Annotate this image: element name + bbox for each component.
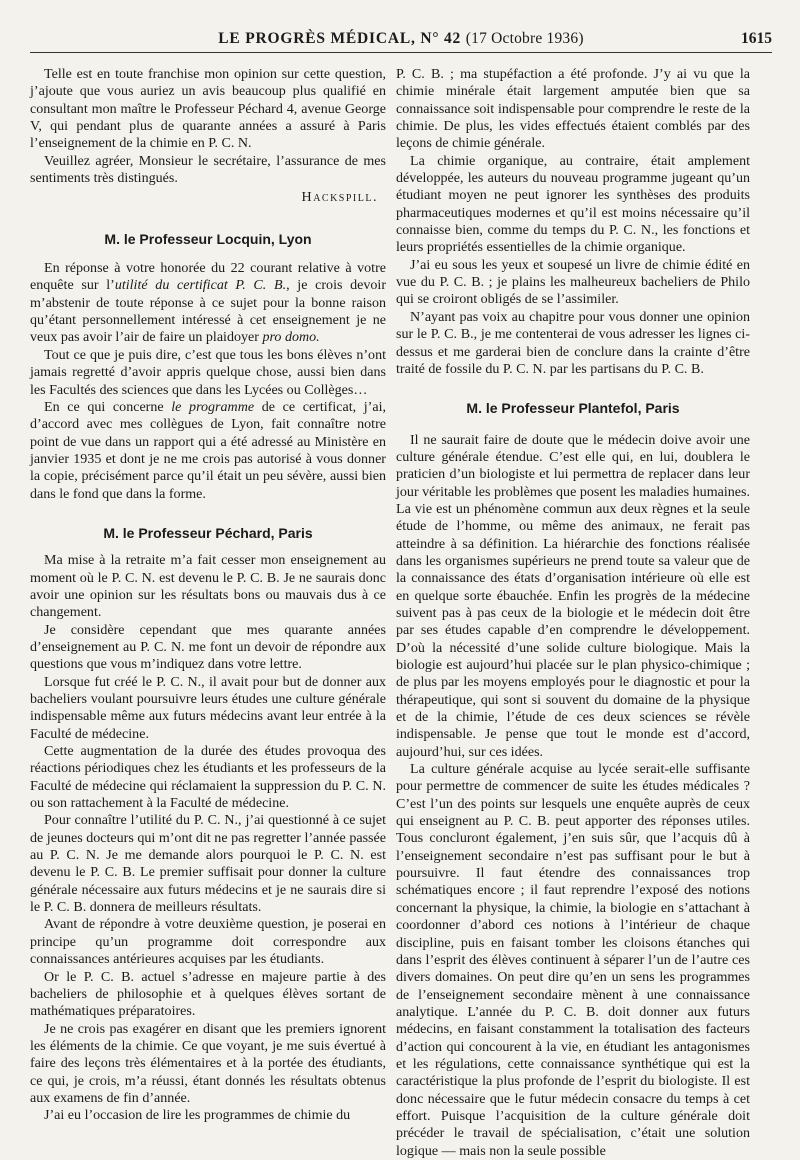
header-rule [30, 52, 772, 53]
paragraph: Telle est en toute franchise mon opinion sur cette question, j’ajoute que vous auriez un avis beaucoup plus qualifié en consultant mon maître le Professeur Péchard 4, avenue George V, qui pendant plus de quarante années a assuré à Paris l’enseignement de la chimie en P. C. N. [30, 66, 386, 152]
issue-date: (17 Octobre 1936) [465, 30, 584, 47]
journal-title: LE PROGRÈS MÉDICAL, N° 42 [218, 30, 462, 47]
paragraph: J’ai eu sous les yeux et soupesé un livre de chimie édité en vue du P. C. B. ; je plains les malheureux bacheliers de Philo qui se croiront obligés de se l’assimiler. [396, 256, 750, 308]
page-header [30, 30, 772, 56]
paragraph: Pour connaître l’utilité du P. C. N., j’ai questionné à ce sujet de jeunes docteurs qui m’ont dit ne pas regretter l’année passée au P. C. N. Je me demande alors pourquoi le P. C. N. est devenu le P. C. B. Le premier suffisait pour donner la culture générale nécessaire aux futurs médecins et je ne saurais dire si le P. C. B. donnera de meilleurs résultats. [30, 812, 386, 916]
paragraph: P. C. B. ; ma stupéfaction a été profonde. J’y ai vu que la chimie minérale était largement amputée bien que sa connaissance soit indispensable pour comprendre le reste de la chimie. De plus, les vides effectués étaient comblés par des leçons de chimie générale. [396, 66, 750, 152]
paragraph: La chimie organique, au contraire, était amplement développée, les auteurs du nouveau programme jugeant qu’un étudiant moyen ne peut ignorer les synthèses des produits pharmaceutiques modernes et qu’il est moins nécessaire qu’il connaisse bien, comme du temps du P. C. N., les fonctions et leurs propriétés essentielles de la chimie organique. [396, 152, 750, 256]
right-column [396, 66, 750, 1160]
paragraph: Lorsque fut créé le P. C. N., il avait pour but de donner aux bacheliers voulant poursuivre leurs études une culture générale indispensable même aux futurs médecins avant leur entrée à la Faculté de médecine. [30, 673, 386, 742]
section-heading-locquin: M. le Professeur Locquin, Lyon [104, 230, 312, 247]
paragraph: Je ne crois pas exagérer en disant que les premiers ignorent les éléments de la chimie. Ce que voyant, je me suis évertué à faire des leçons très élémentaires et à la portée des étudiants, ce qui, je crois, m’a réussi, étant donnés les résultats obtenus aux examens de fin d’année. [30, 1020, 386, 1106]
paragraph: Avant de répondre à votre deuxième question, je poserai en principe qu’un programme doit correspondre aux connaissances antérieures acquises par les étudiants. [30, 916, 386, 968]
paragraph: Veuillez agréer, Monsieur le secrétaire, l’assurance de mes sentiments très distingués. [30, 152, 386, 187]
paragraph: N’ayant pas voix au chapitre pour vous donner une opinion sur le P. C. B., je me contenterai de vous adresser les lignes ci-dessus et me garderai bien de conclure dans la crainte d’être traité de fossile du P. C. N. par les partisans du P. C. B. [396, 308, 750, 377]
paragraph: Tout ce que je puis dire, c’est que tous les bons élèves n’ont jamais regretté d’avoir appris quelque chose, aussi bien dans les Facultés des sciences que dans les Lycées ou Collèges… [30, 346, 386, 398]
paragraph: Or le P. C. B. actuel s’adresse en majeure partie à des bacheliers de philosophie et à quelques élèves sortant de mathématiques préparatoires. [30, 968, 386, 1020]
section-heading-plantefol: M. le Professeur Plantefol, Paris [466, 400, 680, 417]
paragraph: J’ai eu l’occasion de lire les programmes de chimie du [44, 1107, 351, 1124]
paragraph: Je considère cependant que mes quarante années d’enseignement au P. C. N. me font un devoir de répondre aux questions que vous m’indiquez dans votre lettre. [30, 621, 386, 673]
paragraph: Ma mise à la retraite m’a fait cesser mon enseignement au moment où le P. C. N. est devenu le P. C. B. Je ne saurais donc avoir une opinion sur les résultats bons ou mauvais dus à ce changement. [30, 552, 386, 621]
page-number: 1615 [741, 30, 772, 47]
paragraph: En réponse à votre honorée du 22 courant relative à votre enquête sur l’utilité du certificat P. C. B., je crois devoir m’abstenir de toute réponse à ce sujet pour la bonne raison qu’étant personnellement intéressé à cet enseignement je ne veux pas avoir l’air de faire un plaidoyer pro domo. [30, 260, 387, 346]
signature: Hackspill. [301, 189, 378, 206]
paragraph: En ce qui concerne le programme de ce certificat, j’ai, d’accord avec mes collègues de Lyon, fait connaître notre point de vue dans un rapport qui a été adressé au Ministère en janvier 1935 et dont je ne me crois pas autorisé à vous donner la copie, précisément parce qu’il était un peu sévère, aussi bien dans le fond que dans la forme. [30, 398, 386, 502]
paragraph: Il ne saurait faire de doute que le médecin doive avoir une culture générale étendue. C’est elle qui, en lui, doublera le praticien d’un biologiste et lui permettra de replacer dans leur jour véritable les problèmes que posent les maladies humaines. La vie est un phénomène commun aux deux règnes et la seule étude de l’homme, ou même des animaux, ne ferait pas atteindre à sa définition. La hiérarchie des fonctions réalisée dans les organismes supérieurs ne prend toute sa valeur que de la connaissance des états d’organisation intérieure où elle est en quelque sorte ébauchée. Enfin les progrès de la médecine suivent pas à pas ceux de la biologie et le médecin doit être par ses études capable d’en comprendre le développement. D’où la nécessité d’une solide culture biologique. Mais la biologie est aujourd’hui placée sur le plan physico-chimique ; de plus par les moyens employés pour le diagnostic et pour la thérapeutique, qui sont si souvent du domaine de la physique et de la chimie, l’étude de ces deux sciences se révèle indispensable. Je pense que tout le monde est d’accord, aujourd’hui, sur ces idées. [396, 431, 750, 760]
left-column [30, 66, 386, 1125]
paragraph: Cette augmentation de la durée des études provoqua des réactions périodiques chez les étudiants et les professeurs de la Faculté de médecine qui réclamaient la suppression du P. C. N. ou son rattachement à la Faculté de médecine. [30, 743, 386, 812]
paragraph: La culture générale acquise au lycée serait-elle suffisante pour permettre de commencer de suite les études médicales ? C’est l’un des points sur lesquels une enquête auprès de ceux qui enseignent au P. C. B. peut apporter des réponses utiles. Tous concluront également, j’en suis sûr, que l’acquis dû à l’enseignement secondaire n’est pas suffisant pour le but à poursuivre. Il faut étendre des connaissances trop schématiques encore ; il faut reprendre l’exposé des notions concernant la physique, la chimie, la biologie en s’attachant à coordonner d’abord ces notions à l’intérieur de chaque discipline, puis en faisant tomber les cloisons étanches qui dans l’esprit des élèves continuent à séparer l’un de l’autre ces divers domaines. On peut dire qu’en un sens les programmes de l’enseignement secondaire mènent à une connaissance analytique. L’année du P. C. B. doit donner aux futurs médecins, en faisant constamment la totalisation des facteurs d’action qui concourent à la vie, en étudiant les antagonismes et les régulations, cette connaissance synthétique qui est la caractéristique la plus profonde de l’esprit du biologiste. Il est donc nécessaire que le futur médecin consacre du temps à cet effort. Puisque l’acquisition de la culture générale doit précéder le travail de spécialisation, c’était une solution logique — mais non la seule possible [396, 761, 750, 1159]
running-title [30, 30, 772, 48]
section-heading-pechard: M. le Professeur Péchard, Paris [103, 524, 313, 541]
